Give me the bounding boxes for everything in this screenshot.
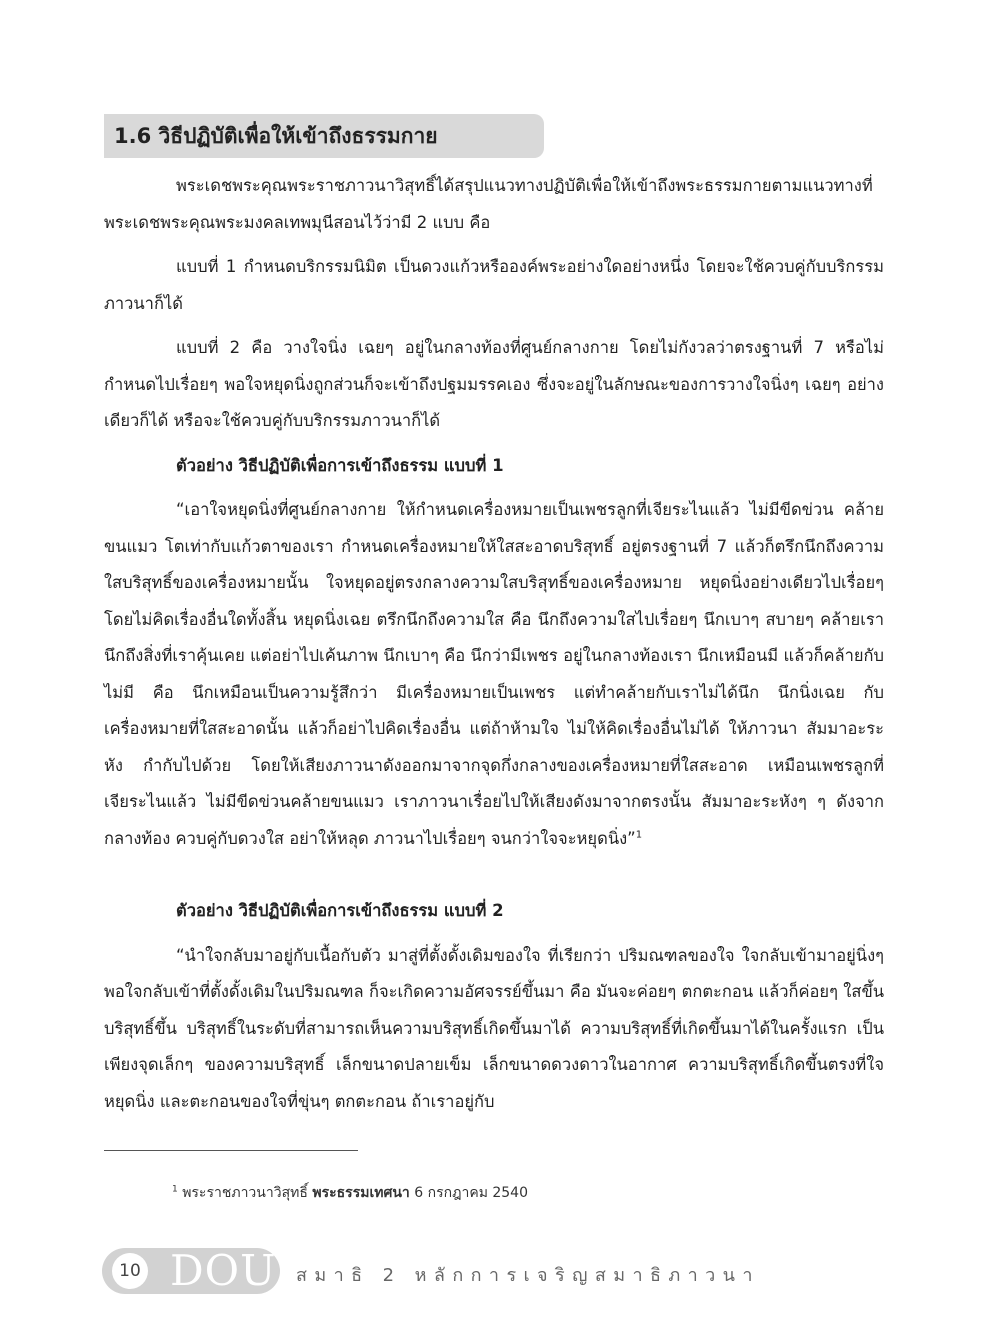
example-1-heading: ตัวอย่าง วิธีปฏิบัติเพื่อการเข้าถึงธรรม แบบที่ 1 xyxy=(176,455,504,475)
footnote-number: 1 xyxy=(172,1184,178,1195)
section-heading xyxy=(104,114,544,158)
spacer xyxy=(104,857,884,893)
section-title: 1.6 วิธีปฏิบัติเพื่อให้เข้าถึงธรรมกาย xyxy=(114,123,438,148)
footnote-date: 6 กรกฎาคม 2540 xyxy=(414,1185,528,1201)
footnote-title: พระธรรมเทศนา xyxy=(312,1185,410,1201)
footnote xyxy=(172,1182,528,1204)
body-text xyxy=(104,168,884,1120)
example-1-paragraph xyxy=(104,492,884,857)
dou-logo: DOU xyxy=(170,1246,277,1295)
page-number: 10 xyxy=(112,1253,148,1289)
footnote-prefix: พระราชภาวนาวิสุทธิ์ xyxy=(182,1185,308,1201)
method-2-paragraph: แบบที่ 2 คือ วางใจนิ่ง เฉยๆ อยู่ในกลางท้องที่ศูนย์กลางกาย โดยไม่กังวลว่าตรงฐานที่ 7 หรือไม่ กำหนดไปเรื่อยๆ พอใจหยุดนิ่งถูกส่วนก็จะเข้าถึงปฐมมรรคเอง ซึ่งจะอยู่ในลักษณะของการวางใจนิ่งๆ เฉยๆ อย่างเดียวก็ได้ หรือจะใช้ควบคู่กับบริกรรมภาวนาก็ได้ xyxy=(104,338,884,430)
intro-paragraph: พระเดชพระคุณพระราชภาวนาวิสุทธิ์ได้สรุปแนวทางปฏิบัติเพื่อให้เข้าถึงพระธรรมกายตามแนวทางที่พระเดชพระคุณพระมงคลเทพมุนีสอนไว้ว่ามี 2 แบบ คือ xyxy=(104,176,873,232)
footnote-divider xyxy=(104,1150,358,1151)
example-1-text: “เอาใจหยุดนิ่งที่ศูนย์กลางกาย ให้กำหนดเครื่องหมายเป็นเพชรลูกที่เจียระไนแล้ว ไม่มีขีดข่วน คล้ายขนแมว โตเท่ากับแก้วตาของเรา กำหนดเครื่องหมายให้ใสสะอาดบริสุทธิ์ อยู่ตรงฐานที่ 7 แล้วก็ตรึกนึกถึงความใสบริสุทธิ์ของเครื่องหมายนั้น ใจหยุดอยู่ตรงกลางความใสบริสุทธิ์ของเครื่องหมาย หยุดนิ่งอย่างเดียวไปเรื่อยๆ โดยไม่คิดเรื่องอื่นใดทั้งสิ้น หยุดนิ่งเฉย ตรึกนึกถึงความใส คือ นึกถึงความใสไปเรื่อยๆ นึกเบาๆ สบายๆ คล้ายเรานึกถึงสิ่งที่เราคุ้นเคย แต่อย่าไปเค้นภาพ นึกเบาๆ คือ นึกว่ามีเพชร อยู่ในกลางท้องเรา นึกเหมือนมี แล้วก็คล้ายกับไม่มี คือ นึกเหมือนเป็นความรู้สึกว่า มีเครื่องหมายเป็นเพชร แต่ทำคล้ายกับเราไม่ได้นึก นึกนิ่งเฉย กับ เครื่องหมายที่ใสสะอาดนั้น แล้วก็อย่าไปคิดเรื่องอื่น แต่ถ้าห้ามใจ ไม่ให้คิดเรื่องอื่นไม่ได้ ให้ภาวนา สัมมาอะระหัง กำกับไปด้วย โดยให้เสียงภาวนาดังออกมาจากจุดกึ่งกลางของเครื่องหมายที่ใสสะอาด เหมือนเพชรลูกที่เจียระไนแล้ว ไม่มีขีดข่วนคล้ายขนแมว เราภาวนาเรื่อยไปให้เสียงดังมาจากตรงนั้น สัมมาอะระหังๆ ๆ ดังจากกลางท้อง ควบคู่กับดวงใส อย่าให้หลุด ภาวนาไปเรื่อยๆ จนกว่าใจจะหยุดนิ่ง” xyxy=(104,500,884,848)
example-2-heading: ตัวอย่าง วิธีปฏิบัติเพื่อการเข้าถึงธรรม แบบที่ 2 xyxy=(176,901,504,920)
book-title: สมาธิ 2 หลักการเจริญสมาธิภาวนา xyxy=(296,1265,760,1286)
footnote-reference: 1 xyxy=(635,829,643,840)
method-1-paragraph: แบบที่ 1 กำหนดบริกรรมนิมิต เป็นดวงแก้วหรือองค์พระอย่างใดอย่างหนึ่ง โดยจะใช้ควบคู่กับบริกรรมภาวนาก็ได้ xyxy=(104,257,884,313)
example-2-paragraph: “นำใจกลับมาอยู่กับเนื้อกับตัว มาสู่ที่ตั้งดั้งเดิมของใจ ที่เรียกว่า ปริมณฑลของใจ ใจกลับเข้ามาอยู่นิ่งๆ พอใจกลับเข้าที่ตั้งดั้งเดิมในปริมณฑล ก็จะเกิดความอัศจรรย์ขึ้นมา คือ มันจะค่อยๆ ตกตะกอน แล้วก็ค่อยๆ ใสขึ้น บริสุทธิ์ขึ้น บริสุทธิ์ในระดับที่สามารถเห็นความบริสุทธิ์เกิดขึ้นมาได้ ความบริสุทธิ์ที่เกิดขึ้นมาได้ในครั้งแรก เป็นเพียงจุดเล็กๆ ของความบริสุทธิ์ เล็กขนาดปลายเข็ม เล็กขนาดดวงดาวในอากาศ ความบริสุทธิ์เกิดขึ้นตรงที่ใจหยุดนิ่ง และตะกอนของใจที่ขุ่นๆ ตกตะกอน ถ้าเราอยู่กับ xyxy=(104,945,884,1111)
